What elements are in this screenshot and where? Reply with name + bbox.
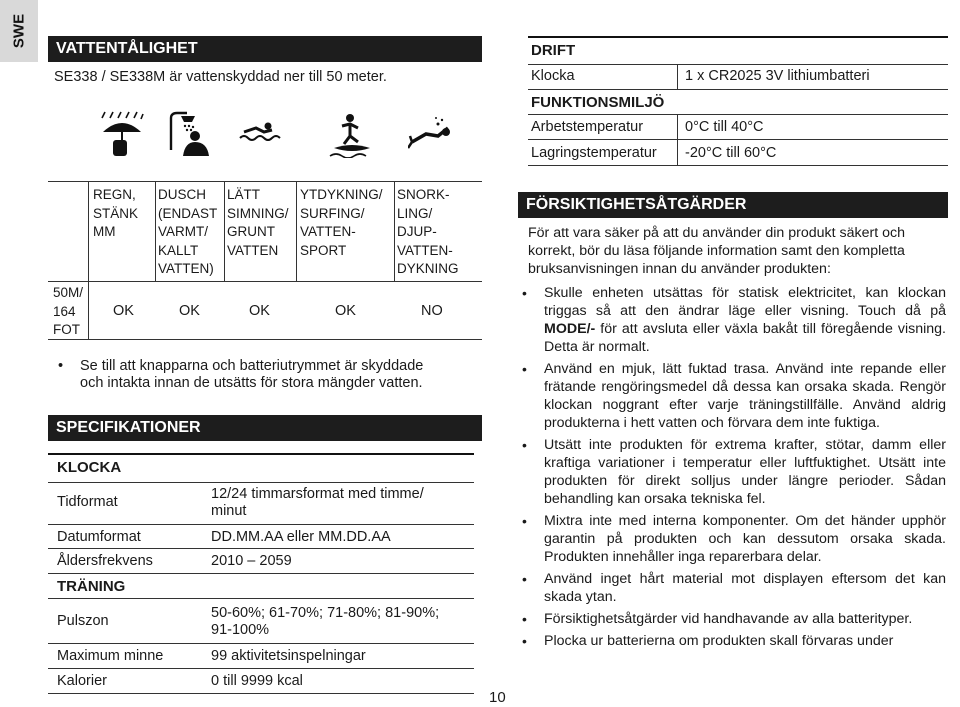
env-title: FUNKTIONSMILJÖ [531,94,665,111]
water-value-shower: OK [179,303,200,319]
drift-rule [528,36,948,38]
snorkel-diver-icon [408,112,454,158]
spec-value-time-format: 12/24 timmarsformat med timme/ minut [211,486,424,519]
specs-rule [48,453,474,455]
drift-rule [528,89,948,90]
shower-icon [165,110,211,156]
specs-rule [48,548,474,549]
drift-label-clock: Klocka [531,68,575,84]
language-tab [0,0,38,62]
specs-rule [48,668,474,669]
specs-title: SPECIFIKATIONER [56,419,201,436]
water-col-surfing: YTDYKNING/ SURFING/ VATTEN- SPORT [300,187,383,258]
list-item: • Försiktighetsåtgärder vid handhavande av alla batterityper. [518,610,946,628]
water-col-snorkeling: SNORK- LING/ DJUP- VATTEN- DYKNING [397,187,459,276]
list-item: • Mixtra inte med interna komponenter. Om det händer upphör garantin på produkten och kan dessutom orsaka skada. Produkten innehåller inga reparerbara delar. [518,512,946,566]
water-depth-label: 50M/ 164 FOT [53,285,84,337]
swimmer-icon [238,112,284,158]
language-tab-label: SWE [10,13,28,49]
list-item: • Skulle enheten utsättas för statisk elektricitet, kan klockan triggas så att den ändrar läge eller visning. Touch då på MODE/- för att avsluta eller växla bakåt till föregående visning. Detta är normalt. [518,284,946,356]
specs-header [48,415,482,441]
spec-label-calories: Kalorier [57,673,107,689]
water-table-divider [394,181,395,281]
water-table-mid-rule [48,281,482,282]
water-table-top-rule [48,181,482,182]
water-table-divider [88,181,89,339]
water-col-swimming: LÄTT SIMNING/ GRUNT VATTEN [227,187,289,258]
drift-rule [528,64,948,65]
list-item: • Använd inget hårt material mot displayen eftersom det kan skada ytan. [518,570,946,606]
klocka-title: KLOCKA [57,459,122,476]
precautions-intro: För att vara säker på att du använder din produkt säkert och korrekt, bör du läsa följande information samt den kompletta bruksanvisningen innan du använder produkten: [528,225,905,277]
water-value-swimming: OK [249,303,270,319]
drift-rule [528,114,948,115]
spec-value-date-format: DD.MM.AA eller MM.DD.AA [211,529,391,545]
list-item: • Utsätt inte produkten för extrema krafter, stötar, damm eller kraftiga variationer i temperatur eller luftfuktighet. Utsätt inte produkten för direkt solljus under längre perioder. Sådan behandling kan orsaka tekniska fel. [518,436,946,508]
specs-rule [48,524,474,525]
drift-value-work-temp: 0°C till 40°C [685,119,764,135]
spec-value-max-memory: 99 aktivitetsinspelningar [211,648,366,664]
drift-title: DRIFT [531,42,576,59]
precautions-title: FÖRSIKTIGHETSÅTGÄRDER [526,196,747,213]
spec-label-date-format: Datumformat [57,529,141,545]
specs-rule [48,482,474,483]
water-table-divider [224,181,225,281]
spec-value-year-range: 2010 – 2059 [211,553,292,569]
water-resistance-title: VATTENTÅLIGHET [56,40,198,57]
spec-value-calories: 0 till 9999 kcal [211,673,303,689]
drift-label-work-temp: Arbetstemperatur [531,119,644,135]
specs-rule [48,598,474,599]
drift-col-divider [677,64,678,89]
water-col-shower: DUSCH (ENDAST VARMT/ KALLT VATTEN) [158,187,218,276]
traning-title: TRÄNING [57,578,126,595]
spec-label-year-range: Åldersfrekvens [57,553,153,569]
drift-rule [528,165,948,166]
mode-key-label: MODE/- [544,321,596,337]
water-table-divider [296,181,297,281]
specs-rule [48,693,474,694]
drift-value-storage-temp: -20°C till 60°C [685,145,777,161]
spec-value-pulse-zone: 50-60%; 61-70%; 71-80%; 81-90%; 91-100% [211,605,440,638]
water-resistance-header [48,36,482,62]
list-item: • Använd en mjuk, lätt fuktad trasa. Använd inte repande eller frätande rengöringsmedel då dessa kan orsaka skada. Rengör klockan noggrant efter varje träningstillfälle. Använd aldrig produkterna i hett vatten och förvara dem inte fuktiga. [518,360,946,432]
water-table-bottom-rule [48,339,482,340]
specs-rule [48,573,474,574]
water-intro: SE338 / SE338M är vattenskyddad ner till 50 meter. [54,69,387,85]
drift-value-clock: 1 x CR2025 3V lithiumbatteri [685,68,870,84]
specs-rule [48,643,474,644]
precautions-header [518,192,948,218]
drift-col-divider [677,114,678,165]
spec-label-pulse-zone: Pulszon [57,613,109,629]
water-value-snorkeling: NO [421,303,443,319]
drift-label-storage-temp: Lagringstemperatur [531,145,657,161]
water-note: • Se till att knapparna och batteriutrymmet är skyddade och intakta innan de utsätts för stora mängder vatten. [54,358,510,392]
water-value-rain: OK [113,303,134,319]
water-col-rain: REGN, STÄNK MM [93,187,139,239]
umbrella-rain-icon [99,110,145,156]
list-item: • Plocka ur batterierna om produkten skall förvaras under [518,632,946,650]
spec-label-time-format: Tidformat [57,494,118,510]
water-table-divider [155,181,156,281]
spec-label-max-memory: Maximum minne [57,648,164,664]
precautions-list [518,284,946,654]
drift-rule [528,139,948,140]
surfer-icon [328,112,374,158]
water-value-surfing: OK [335,303,356,319]
page-number: 10 [489,689,506,706]
